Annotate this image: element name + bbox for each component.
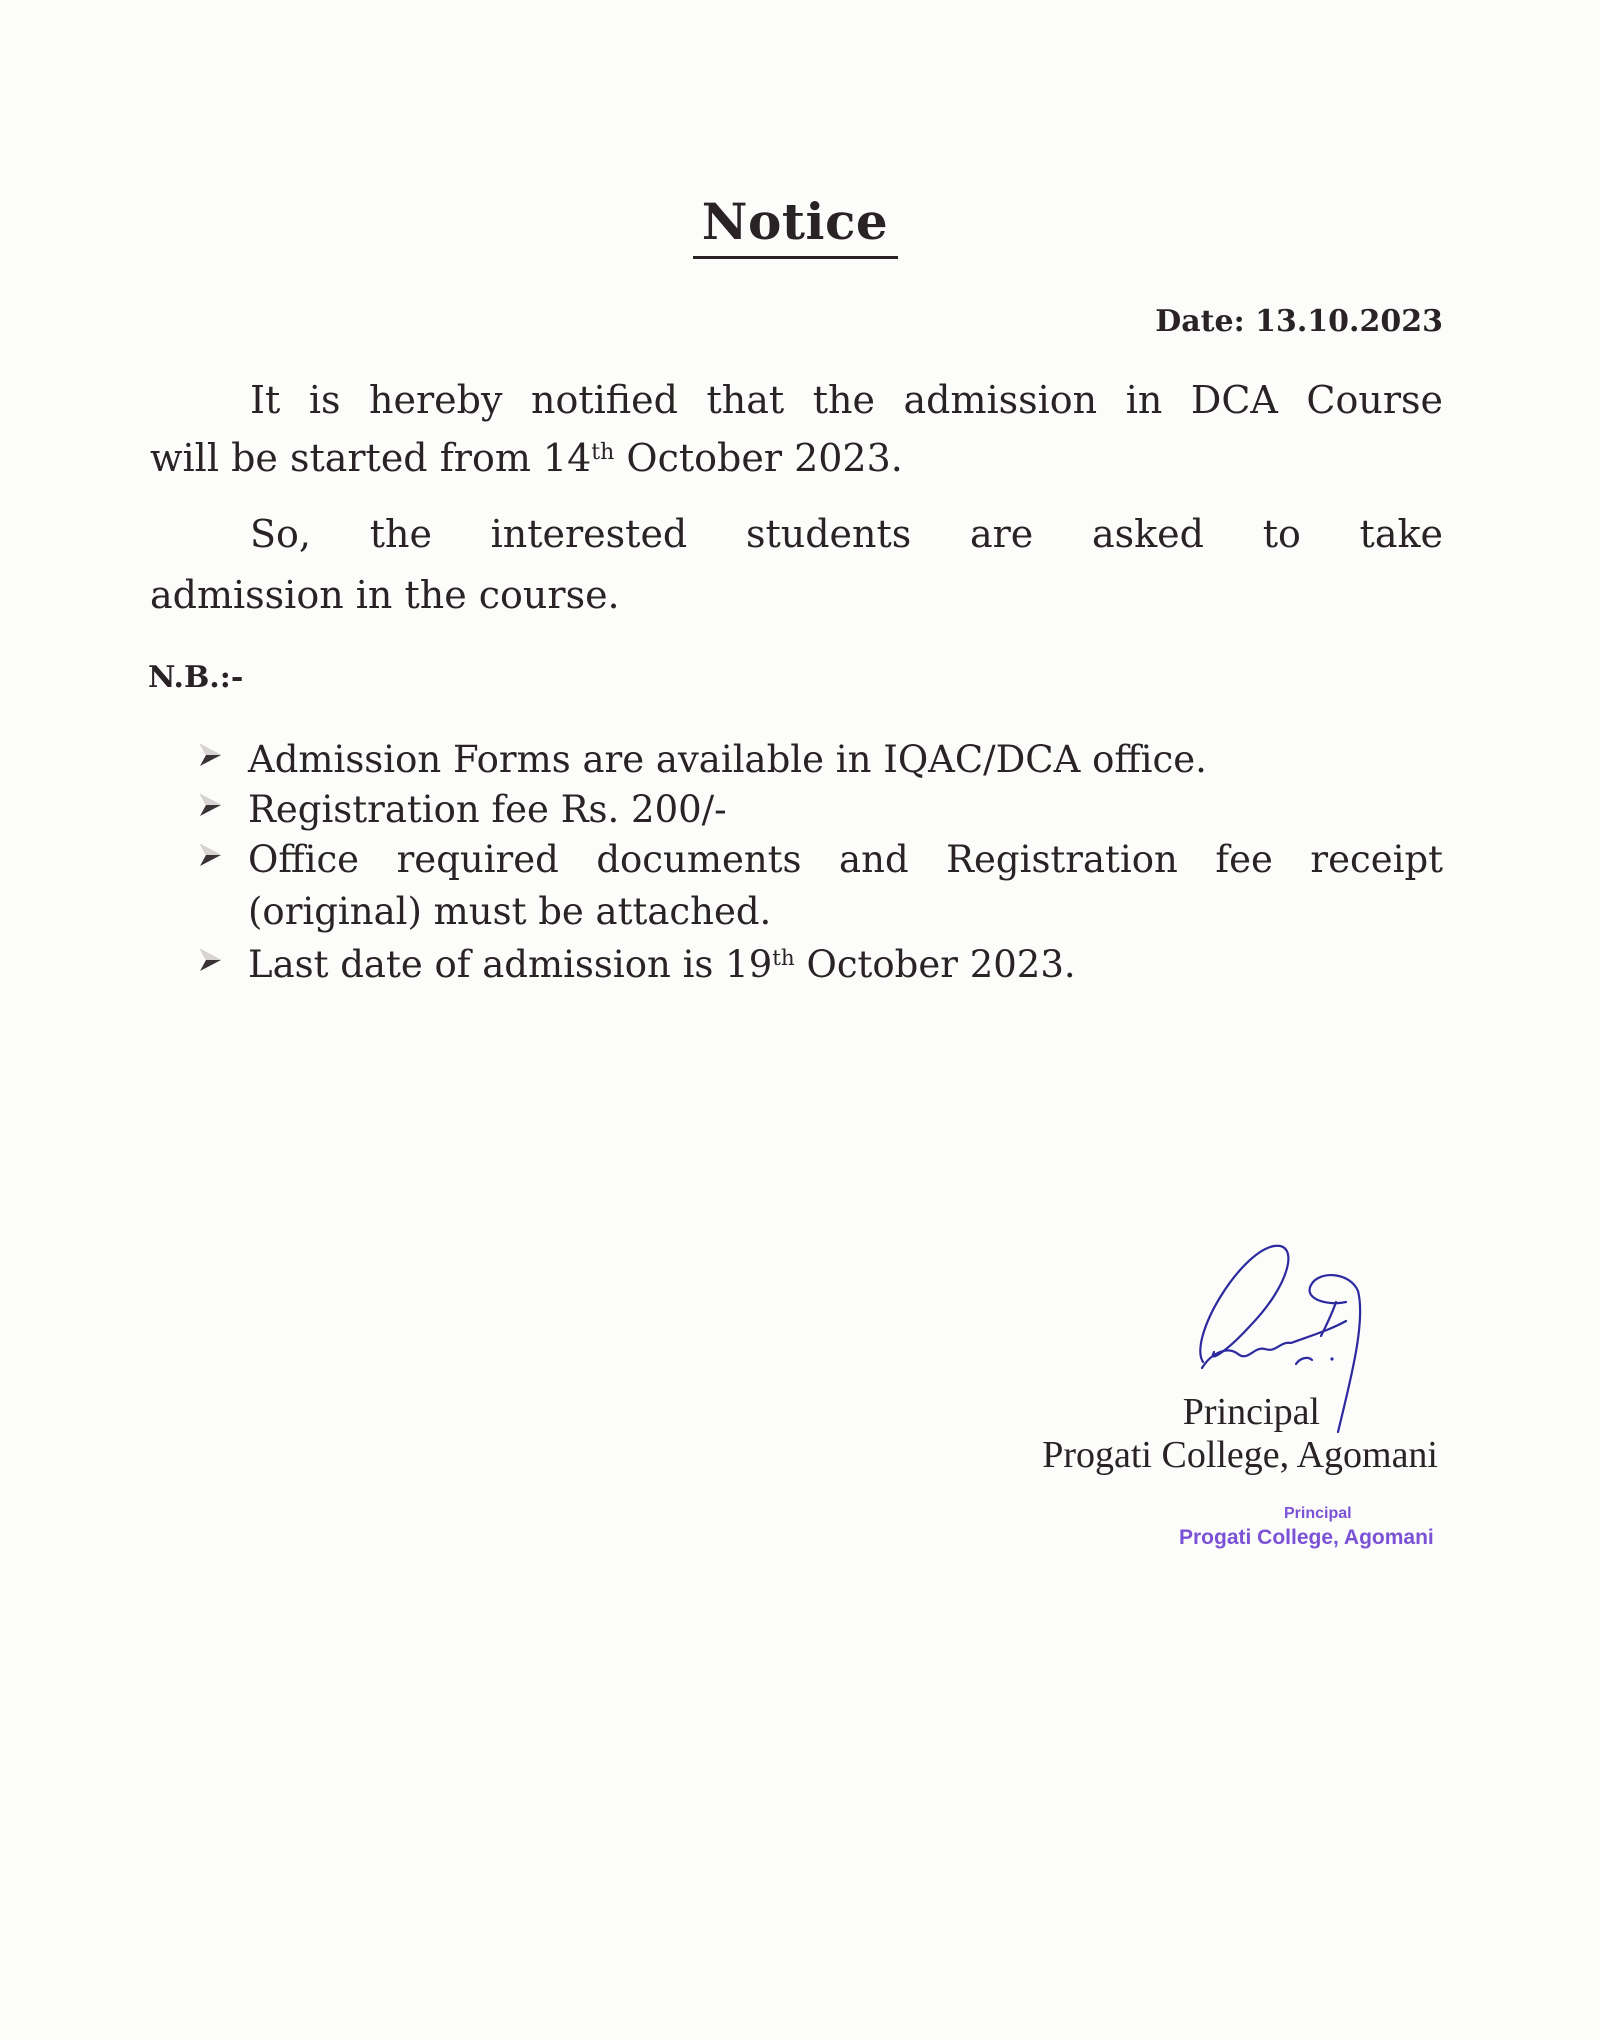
arrowhead-bullet-icon bbox=[198, 742, 222, 768]
signatory-title: Principal bbox=[1182, 1391, 1320, 1433]
stamp-line-1: Principal bbox=[1284, 1505, 1352, 1522]
notice-title: Notice bbox=[701, 192, 889, 251]
bullet-item-3-line-1: Office required documents and Registration fee receipt bbox=[248, 838, 1443, 881]
paragraph-2-line-2: admission in the course. bbox=[150, 573, 620, 617]
paragraph-1-line-2 bbox=[150, 429, 903, 487]
arrowhead-bullet-icon bbox=[198, 842, 222, 868]
paragraph-1-text-pre: will be started from 14 bbox=[150, 436, 592, 480]
paragraph-1-line-1: It is hereby notified that the admission in DCA Course bbox=[250, 378, 1443, 422]
signatory-institution: Progati College, Agomani bbox=[1042, 1434, 1438, 1476]
arrowhead-bullet-icon bbox=[198, 947, 222, 973]
bullet-item-1: Admission Forms are available in IQAC/DCA office. bbox=[248, 738, 1207, 781]
bullet-item-2: Registration fee Rs. 200/- bbox=[248, 788, 727, 831]
bullet-4-text-pre: Last date of admission is 19 bbox=[248, 943, 773, 986]
arrowhead-bullet-icon bbox=[198, 792, 222, 818]
paragraph-2-line-1: So, the interested students are asked to take bbox=[250, 512, 1443, 556]
bullet-item-4 bbox=[248, 939, 1076, 990]
stamp-line-2: Progati College, Agomani bbox=[1179, 1526, 1434, 1549]
title-underline bbox=[693, 256, 898, 259]
nb-label: N.B.:- bbox=[148, 660, 244, 695]
notice-date: Date: 13.10.2023 bbox=[1155, 304, 1443, 339]
ordinal-suffix: th bbox=[591, 439, 615, 465]
bullet-item-3-line-2: (original) must be attached. bbox=[248, 890, 772, 933]
ordinal-suffix: th bbox=[772, 946, 795, 972]
bullet-4-text-post: October 2023. bbox=[794, 943, 1076, 986]
paragraph-1-text-post: October 2023. bbox=[614, 436, 903, 480]
